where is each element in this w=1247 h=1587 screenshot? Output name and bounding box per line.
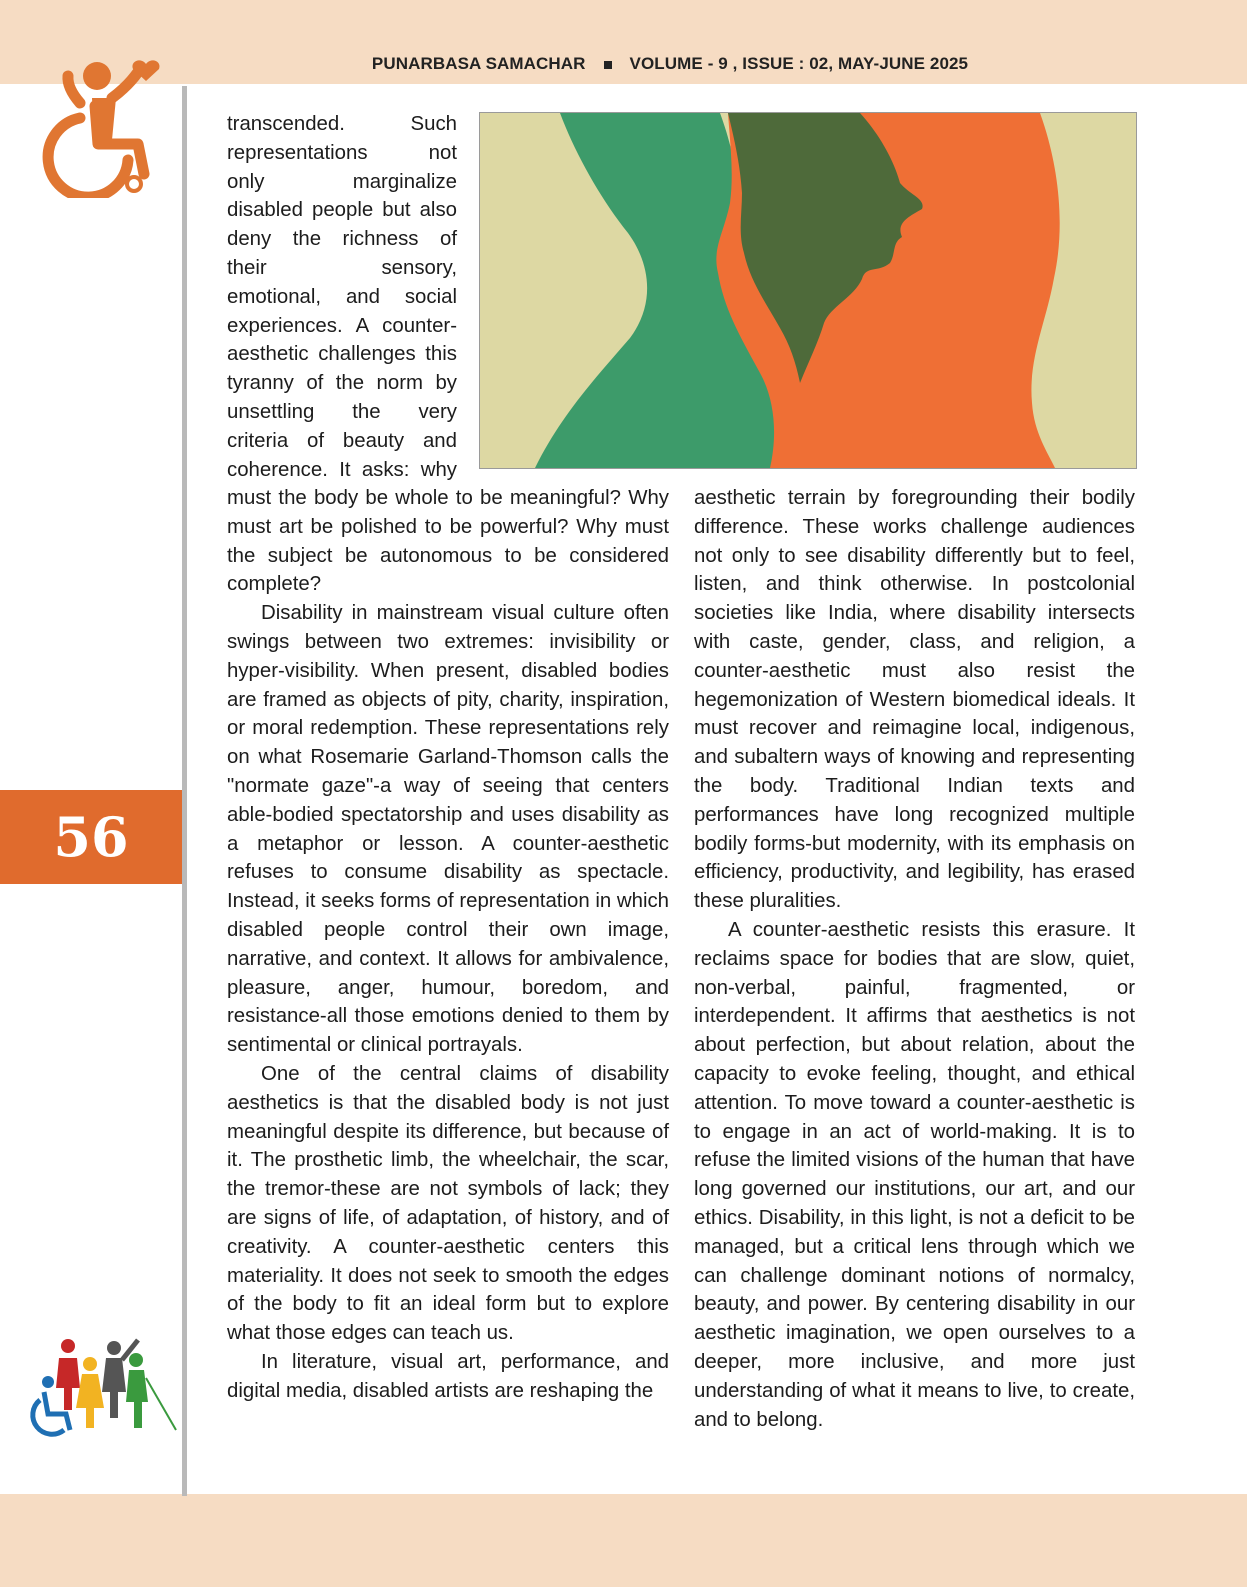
publication-name: PUNARBASA SAMACHAR bbox=[371, 54, 586, 73]
intro-line: aesthetic challenges this bbox=[227, 343, 457, 366]
vertical-rule bbox=[182, 86, 187, 1496]
running-header bbox=[180, 54, 1160, 74]
intro-line: coherence. It asks: why bbox=[227, 458, 457, 481]
intro-line: representations not bbox=[227, 141, 457, 164]
article-intro-column bbox=[227, 110, 457, 484]
paragraph: aesthetic terrain by foregrounding their bodily difference. These works challenge audiences not only to see disability differently but to feel, listen, and think otherwise. In postcolonial societies like India, where disability intersects with caste, gender, class, and religion, a counter-aesthetic must also resist the hegemonization of Western biomedical ideals. It must recover and reimagine local, indigenous, and subaltern ways of knowing and representing the body. Traditional Indian texts and performances have long recognized multiple bodily forms-but modernity, with its emphasis on efficiency, productivity, and legibility, has erased these pluralities. bbox=[694, 487, 1135, 913]
paragraph: One of the central claims of disability aesthetics is that the disabled body is not just meaningful despite its difference, but because of it. The prosthetic limb, the wheelchair, the scar, the tremor-these are not symbols of lack; they are signs of life, of adaptation, of history, and of creativity. A counter-aesthetic centers this materiality. It does not seek to smooth the edges of the body to fit an ideal form but to explore what those edges can teach us. bbox=[227, 1062, 669, 1345]
header-separator-icon bbox=[604, 61, 612, 69]
paragraph: Disability in mainstream visual culture often swings between two extremes: invisibility or hyper-visibility. When present, disabled bodies are framed as objects of pity, charity, inspiration, or moral redemption. These representations rely on what Rosemarie Garland-Thomson calls the "normate gaze"-a way of seeing that centers able-bodied spectatorship and uses disability as a metaphor or lesson. A counter-aesthetic refuses to consume disability as spectacle. Instead, it seeks forms of representation in which disabled people control their own image, narrative, and context. It allows for ambivalence, pleasure, anger, humour, boredom, and resistance-all those emotions denied to them by sentimental or clinical portrayals. bbox=[227, 602, 670, 1057]
intro-line: experiences. A counter- bbox=[227, 314, 457, 337]
inclusive-people-group-icon bbox=[26, 1338, 186, 1456]
intro-line: criteria of beauty and bbox=[227, 429, 457, 452]
intro-line: transcended. Such bbox=[227, 113, 457, 135]
paragraph: A counter-aesthetic resists this erasure. It reclaims space for bodies that are slow, quiet, non-verbal, painful, fragmented, or interdependent. It affirms that aesthetics is not about perfection, but about relation, about the capacity to evoke feeling, thought, and ethical attention. To move toward a counter-aesthetic is to engage in an act of world-making. It is to refuse the limited visions of the human that have long governed our institutions, our art, and our ethics. Disability, in this light, is not a deficit to be managed, but a critical lens through which we can challenge dominant notions of normalcy, beauty, and power. By centering disability in our aesthetic imagination, we open ourselves to a deeper, more inclusive, and more just understanding of what it means to live, to create, and to belong. bbox=[694, 918, 1135, 1431]
page-number: 56 bbox=[0, 790, 182, 884]
two-face-silhouettes-illustration bbox=[479, 112, 1137, 469]
wheelchair-person-heart-icon bbox=[40, 48, 170, 198]
paragraph: In literature, visual art, performance, and digital media, disabled artists are reshaping the bbox=[227, 1350, 669, 1402]
intro-line: their sensory, bbox=[227, 256, 457, 279]
issue-info: VOLUME - 9 , ISSUE : 02, MAY-JUNE 2025 bbox=[629, 54, 969, 73]
intro-line: only marginalize bbox=[227, 170, 457, 193]
intro-line: disabled people but also bbox=[227, 199, 457, 222]
footer-band bbox=[0, 1494, 1247, 1587]
intro-line: unsettling the very bbox=[227, 400, 457, 423]
paragraph: must the body be whole to be meaningful? Why must art be polished to be powerful? Why must the subject be autonomous to be considered complete? bbox=[227, 487, 669, 596]
intro-line: emotional, and social bbox=[227, 285, 457, 308]
intro-line: deny the richness of bbox=[227, 228, 457, 251]
article-right-column bbox=[694, 484, 1135, 1434]
intro-line: tyranny of the norm by bbox=[227, 372, 457, 395]
article-left-column bbox=[227, 484, 669, 1406]
